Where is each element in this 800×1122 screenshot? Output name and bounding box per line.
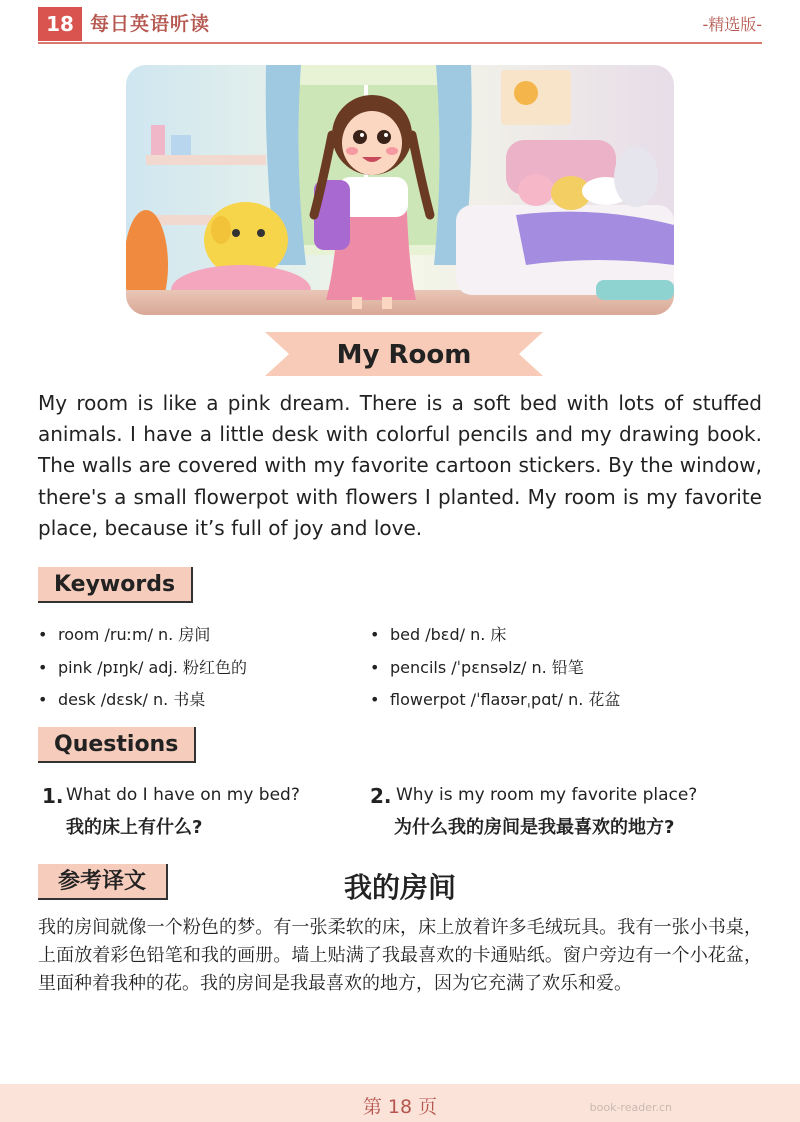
question-english: What do I have on my bed? [66, 785, 300, 805]
questions-heading: Questions [38, 727, 196, 763]
question-chinese: 为什么我的房间是我最喜欢的地方? [394, 817, 675, 838]
keyword-item: • pink /pɪŋk/ adj. 粉红色的 [38, 655, 247, 678]
story-title-ribbon [265, 332, 543, 376]
girl-in-pink-bedroom-image [126, 65, 674, 315]
story-paragraph: My room is like a pink dream. There is a soft bed with lots of stuffed animals. I have a little desk with colorful pencils and my drawing book. The walls are covered with my favorite cartoon stickers. By the window, there's a small flowerpot with flowers I planted. My room is my favorite place, because it’s full of joy and love. [38, 391, 762, 540]
translation-heading: 参考译文 [38, 864, 168, 900]
page-number-badge: 18 [38, 7, 82, 41]
question-chinese: 我的床上有什么? [66, 817, 203, 838]
header-divider [38, 42, 762, 44]
keyword-item: • bed /bɛd/ n. 床 [370, 622, 506, 645]
series-title: 每日英语听读 [90, 13, 211, 35]
question-number: 2. [370, 784, 392, 808]
watermark: book-reader.cn [589, 1101, 672, 1114]
keyword-item: • pencils /ˈpɛnsəlz/ n. 铅笔 [370, 655, 584, 678]
keyword-item: • room /ruːm/ n. 房间 [38, 622, 210, 645]
translation-paragraph: 我的房间就像一个粉色的梦。有一张柔软的床，床上放着许多毛绒玩具。我有一张小书桌，上面放着彩色铅笔和我的画册。墙上贴满了我最喜欢的卡通贴纸。窗户旁边有一个小花盆，里面种着我种的花。我的房间是我最喜欢的地方，因为它充满了欢乐和爱。 [38, 917, 762, 994]
edition-label: -精选版- [702, 15, 762, 34]
footer-page-number: 第 18 页 [362, 1096, 438, 1118]
translation-title: 我的房间 [343, 871, 456, 904]
keyword-item: • desk /dɛsk/ n. 书桌 [38, 687, 205, 710]
question-english: Why is my room my favorite place? [396, 785, 698, 805]
keyword-item: • flowerpot /ˈflaʊərˌpɑt/ n. 花盆 [370, 687, 620, 710]
question-number: 1. [42, 784, 64, 808]
keywords-heading: Keywords [38, 567, 193, 603]
story-title: My Room [336, 340, 472, 370]
